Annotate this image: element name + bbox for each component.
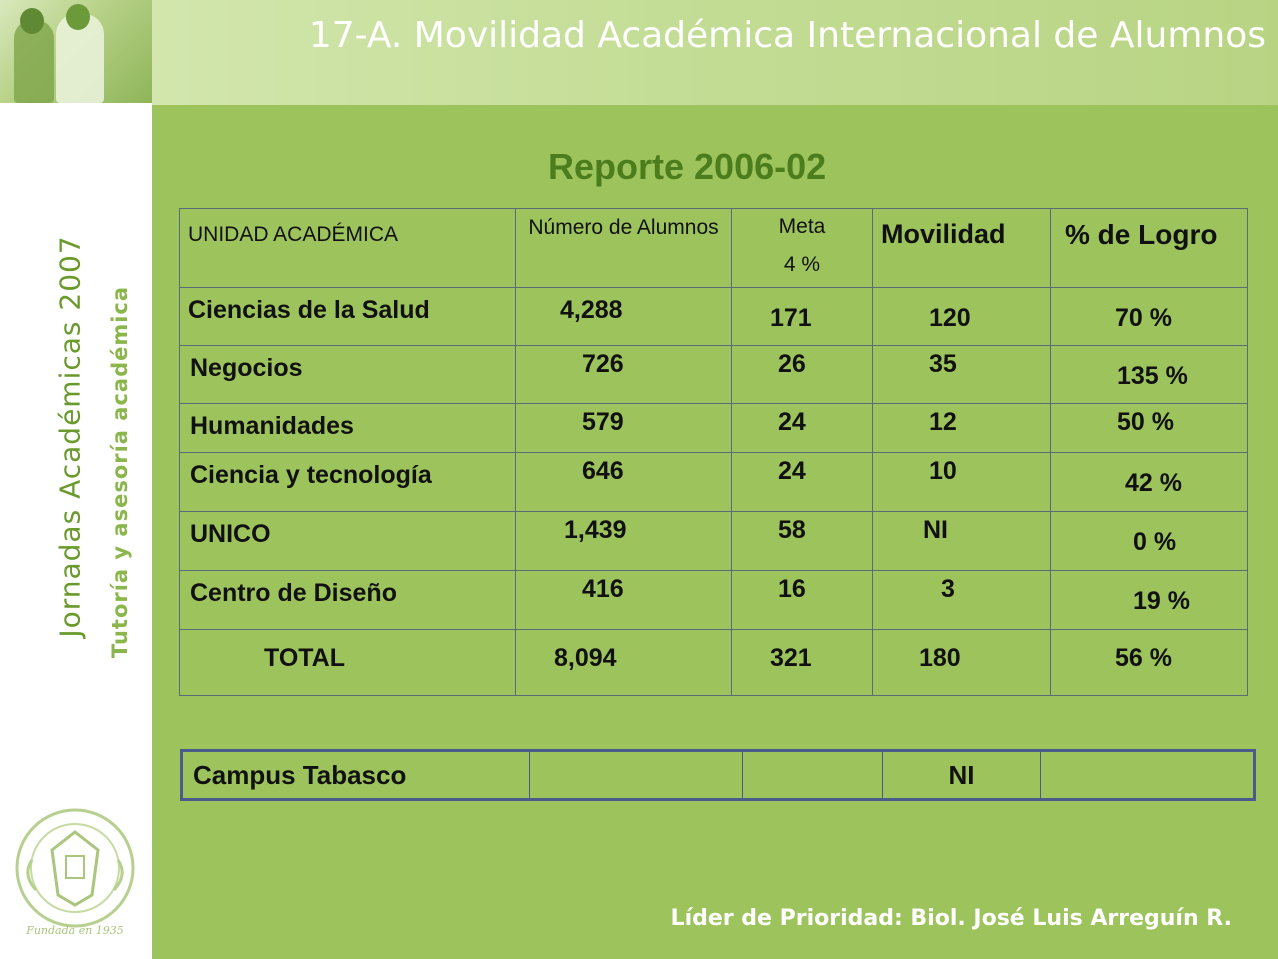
logro-value: 0 % [1133,528,1177,556]
numero-value: 726 [582,350,624,378]
movilidad-value: 12 [929,408,957,436]
numero-value: 416 [582,575,624,603]
campus-numero-cell [530,751,743,800]
cell-unidad [180,288,516,346]
cell-logro [1051,346,1248,404]
meta-value: 58 [778,516,806,544]
total-meta-value: 321 [770,644,812,672]
cell-total-logro [1051,630,1248,696]
numero-value: 4,288 [560,296,623,324]
logro-value: 135 % [1117,362,1188,390]
cell-numero [516,453,732,512]
cell-movilidad [873,288,1051,346]
cell-numero [516,404,732,453]
movilidad-value: 35 [929,350,957,378]
photo-head-teacher [66,4,90,30]
cell-numero [516,571,732,630]
header-numero: Número de Alumnos [528,216,719,239]
table-row [180,571,1248,630]
cell-total-meta [732,630,873,696]
cell-total-movilidad [873,630,1051,696]
table-row [180,288,1248,346]
meta-value: 24 [778,457,806,485]
cell-unidad [180,404,516,453]
header-meta-label: Meta [778,215,826,238]
cell-logro [1051,512,1248,571]
header-unidad: UNIDAD ACADÉMICA [188,223,399,246]
cell-logro [1051,404,1248,453]
header-photo [0,0,152,103]
cell-movilidad [873,346,1051,404]
numero-value: 579 [582,408,624,436]
campus-movilidad: NI [883,751,1041,800]
mobility-table [179,208,1248,696]
header-cell-meta [732,209,873,288]
header-movilidad: Movilidad [881,219,1006,249]
event-subtitle: Tutoría y asesoría académica [108,285,132,659]
unidad-label: Negocios [190,354,303,382]
header-cell-logro [1051,209,1248,288]
movilidad-value: 10 [929,457,957,485]
cell-movilidad [873,512,1051,571]
movilidad-value: 3 [941,575,955,603]
unidad-label: Ciencia y tecnología [190,461,432,489]
total-numero-value: 8,094 [554,644,617,672]
cell-movilidad [873,404,1051,453]
campus-label: Campus Tabasco [182,751,530,800]
numero-value: 646 [582,457,624,485]
total-movilidad-value: 180 [919,644,961,672]
unidad-label: Ciencias de la Salud [188,296,430,324]
left-panel [0,0,152,959]
logro-value: 19 % [1133,587,1190,615]
campus-logro-cell [1041,751,1255,800]
logro-value: 42 % [1125,469,1182,497]
campus-meta-cell [743,751,883,800]
cell-meta [732,346,873,404]
cell-unidad [180,453,516,512]
table-total-row [180,630,1248,696]
total-logro-value: 56 % [1115,644,1172,672]
table-row [180,404,1248,453]
cell-logro [1051,571,1248,630]
unidad-label: Centro de Diseño [190,579,397,607]
cell-unidad [180,346,516,404]
cell-numero [516,512,732,571]
report-title: Reporte 2006-02 [548,146,827,187]
cell-meta [732,288,873,346]
cell-total-label [180,630,516,696]
header-cell-unidad [180,209,516,288]
unidad-label: UNICO [190,520,271,548]
total-label: TOTAL [264,644,346,672]
cell-meta [732,404,873,453]
table-row [180,346,1248,404]
logro-value: 50 % [1117,408,1174,436]
meta-value: 26 [778,350,806,378]
movilidad-value: 120 [929,304,971,332]
header-logro: % de Logro [1065,219,1218,250]
cell-logro [1051,288,1248,346]
table-row [180,453,1248,512]
cell-unidad [180,571,516,630]
photo-head-student [20,8,44,34]
slide-title: 17-A. Movilidad Académica Internacional de Alumnos [308,15,1266,56]
meta-value: 171 [770,304,812,332]
table-header-row [180,209,1248,288]
university-seal-logo [12,800,138,940]
header-cell-numero [516,209,732,288]
cell-logro [1051,453,1248,512]
cell-movilidad [873,571,1051,630]
footer-leader: Líder de Prioridad: Biol. José Luis Arreguín R. [670,906,1232,931]
campus-row [182,751,1255,800]
campus-table [180,749,1256,801]
unidad-label: Humanidades [190,412,354,440]
numero-value: 1,439 [564,516,627,544]
cell-unidad [180,512,516,571]
cell-meta [732,571,873,630]
meta-value: 16 [778,575,806,603]
meta-value: 24 [778,408,806,436]
logro-value: 70 % [1115,304,1172,332]
cell-movilidad [873,453,1051,512]
event-title: Jornadas Académicas 2007 [53,235,87,638]
cell-total-numero [516,630,732,696]
header-cell-movilidad [873,209,1051,288]
header-meta-pct: 4 % [783,253,821,276]
seal-founded-text: Fundada en 1935 [26,924,124,937]
table-row [180,512,1248,571]
movilidad-value: NI [923,516,948,544]
cell-numero [516,346,732,404]
cell-meta [732,512,873,571]
cell-numero [516,288,732,346]
header-bar [152,0,1278,105]
vertical-title-area [0,120,152,760]
cell-meta [732,453,873,512]
